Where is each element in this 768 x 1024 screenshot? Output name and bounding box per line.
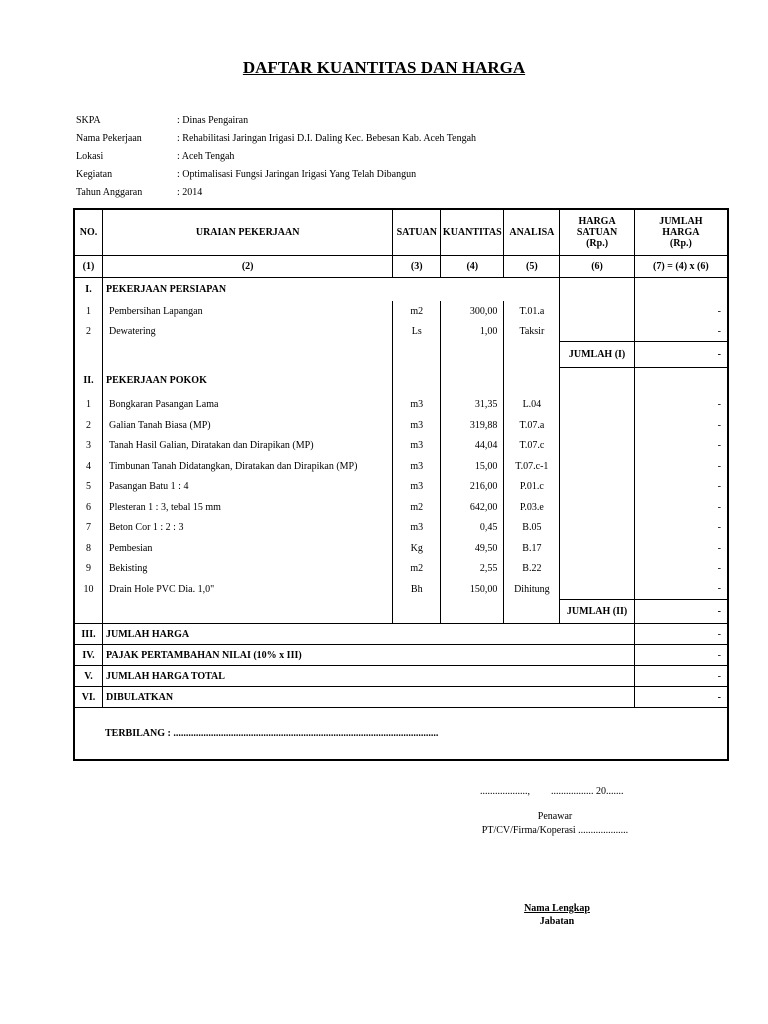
item-analisa: Dihitung — [504, 579, 560, 600]
item-kuantitas: 2,55 — [441, 559, 504, 579]
item-kuantitas: 216,00 — [441, 477, 504, 497]
colnum: (6) — [560, 255, 634, 277]
item-harga-satuan — [560, 497, 634, 518]
item-harga-satuan — [560, 579, 634, 600]
item-kuantitas: 642,00 — [441, 497, 504, 518]
terbilang-text: TERBILANG : .......................................................................................................... — [74, 708, 728, 760]
item-analisa: P.03.e — [504, 497, 560, 518]
table-row — [74, 497, 728, 518]
item-jumlah: - — [717, 419, 721, 431]
item-kuantitas: 1,00 — [441, 321, 504, 342]
item-kuantitas: 49,50 — [441, 538, 504, 559]
item-uraian: Bongkaran Pasangan Lama — [103, 394, 393, 415]
subtotal-value: - — [634, 600, 728, 624]
empty-cell — [441, 342, 504, 368]
section-heading — [74, 368, 728, 394]
item-analisa: B.05 — [504, 518, 560, 538]
empty-cell — [393, 342, 441, 368]
header-kuantitas: KUANTITAS — [441, 209, 504, 255]
section-title: PEKERJAAN PERSIAPAN — [103, 277, 560, 301]
item-jumlah: - — [717, 440, 721, 451]
empty-cell — [74, 600, 103, 624]
item-no: 3 — [74, 436, 103, 456]
column-numbers — [74, 255, 728, 277]
item-uraian: Pembesian — [103, 538, 393, 559]
summary-number: V. — [74, 666, 103, 687]
item-satuan: m2 — [393, 559, 441, 579]
item-jumlah: - — [717, 501, 721, 513]
section-number: II. — [74, 368, 103, 394]
subtotal-value: - — [634, 342, 728, 368]
empty-cell — [504, 368, 560, 394]
table-row — [74, 579, 728, 600]
info-label: Nama Pekerjaan — [76, 133, 142, 144]
item-harga-satuan — [560, 394, 634, 415]
header-harga-satuan — [560, 209, 634, 255]
subtotal-row — [74, 600, 728, 624]
item-no: 6 — [74, 497, 103, 518]
empty-cell — [441, 368, 504, 394]
section-title: PEKERJAAN POKOK — [103, 368, 393, 394]
empty-cell — [504, 342, 560, 368]
empty-cell — [103, 342, 393, 368]
table-row — [74, 415, 728, 436]
item-analisa: T.07.c-1 — [504, 456, 560, 477]
item-analisa: T.01.a — [504, 301, 560, 321]
header-analisa: ANALISA — [504, 209, 560, 255]
item-no: 1 — [74, 394, 103, 415]
item-harga-satuan — [560, 538, 634, 559]
info-value: : Optimalisasi Fungsi Jaringan Irigasi Yang Telah Dibangun — [177, 169, 417, 180]
item-kuantitas: 300,00 — [441, 301, 504, 321]
section-number: I. — [74, 277, 103, 301]
subtotal-label: JUMLAH (II) — [560, 600, 634, 624]
header-text: HARGA — [578, 215, 616, 227]
summary-number: III. — [74, 624, 103, 645]
info-value: : Aceh Tengah — [177, 151, 235, 162]
item-uraian: Tanah Hasil Galian, Diratakan dan Dirapikan (MP) — [103, 436, 393, 456]
summary-row — [74, 666, 728, 687]
item-analisa: L.04 — [504, 394, 560, 415]
item-no: 4 — [74, 456, 103, 477]
summary-row — [74, 645, 728, 666]
empty-cell — [560, 368, 634, 394]
header-no: NO. — [74, 209, 103, 255]
header-text: HARGA — [662, 226, 700, 238]
item-satuan: m3 — [393, 456, 441, 477]
summary-value: - — [634, 645, 728, 666]
item-no: 2 — [74, 415, 103, 436]
header-jumlah-harga — [634, 209, 728, 255]
item-analisa: T.07.c — [504, 436, 560, 456]
item-harga-satuan — [560, 559, 634, 579]
info-label: SKPA — [76, 115, 101, 126]
info-value: : 2014 — [177, 187, 203, 198]
header-uraian: URAIAN PEKERJAAN — [103, 209, 393, 255]
info-label: Lokasi — [76, 151, 104, 162]
item-no: 2 — [74, 321, 103, 342]
summary-value: - — [634, 624, 728, 645]
item-kuantitas: 319,88 — [441, 415, 504, 436]
date-text: ................. 20....... — [551, 786, 624, 797]
table-row — [74, 456, 728, 477]
item-jumlah: - — [717, 460, 721, 472]
summary-label: JUMLAH HARGA TOTAL — [103, 666, 635, 687]
item-no: 7 — [74, 518, 103, 538]
item-uraian: Pembersihan Lapangan — [103, 301, 393, 321]
summary-value: - — [634, 666, 728, 687]
item-harga-satuan — [560, 415, 634, 436]
item-analisa: P.01.c — [504, 477, 560, 497]
item-harga-satuan — [560, 321, 634, 342]
item-kuantitas: 15,00 — [441, 456, 504, 477]
item-uraian: Plesteran 1 : 3, tebal 15 mm — [103, 497, 393, 518]
item-kuantitas: 44,04 — [441, 436, 504, 456]
item-harga-satuan — [560, 477, 634, 497]
empty-cell — [74, 342, 103, 368]
colnum: (2) — [103, 255, 393, 277]
item-satuan: m3 — [393, 477, 441, 497]
item-satuan: Bh — [393, 579, 441, 600]
table-row — [74, 394, 728, 415]
document-title: DAFTAR KUANTITAS DAN HARGA — [242, 58, 526, 77]
signer-position: Jabatan — [539, 916, 575, 927]
item-satuan: m3 — [393, 518, 441, 538]
item-analisa: B.17 — [504, 538, 560, 559]
penawar-label: Penawar — [537, 811, 573, 822]
empty-cell — [634, 277, 728, 301]
item-uraian: Galian Tanah Biasa (MP) — [103, 415, 393, 436]
empty-cell — [560, 277, 634, 301]
table-row — [74, 477, 728, 497]
item-kuantitas: 0,45 — [441, 518, 504, 538]
empty-cell — [634, 368, 728, 394]
item-satuan: Ls — [393, 321, 441, 342]
terbilang-row — [74, 708, 728, 760]
item-jumlah: - — [717, 481, 721, 492]
info-label: Tahun Anggaran — [76, 187, 143, 198]
colnum: (4) — [441, 255, 504, 277]
table-row — [74, 559, 728, 579]
place-date — [480, 786, 624, 797]
place-text: ..................., — [480, 786, 530, 797]
item-jumlah: - — [717, 542, 721, 554]
item-uraian: Beton Cor 1 : 2 : 3 — [103, 518, 393, 538]
item-satuan: Kg — [393, 538, 441, 559]
colnum: (5) — [504, 255, 560, 277]
item-analisa: T.07.a — [504, 415, 560, 436]
table-row — [74, 538, 728, 559]
item-analisa: Taksir — [504, 321, 560, 342]
signer-name: Nama Lengkap — [524, 903, 590, 914]
item-harga-satuan — [560, 456, 634, 477]
summary-value: - — [634, 687, 728, 708]
colnum: (7) = (4) x (6) — [634, 255, 728, 277]
empty-cell — [393, 368, 441, 394]
summary-label: JUMLAH HARGA — [103, 624, 635, 645]
header-text: (Rp.) — [669, 237, 692, 249]
header-text: JUMLAH — [659, 215, 703, 227]
summary-number: IV. — [74, 645, 103, 666]
item-jumlah: - — [717, 398, 721, 410]
colnum: (1) — [74, 255, 103, 277]
item-analisa: B.22 — [504, 559, 560, 579]
info-label: Kegiatan — [76, 169, 113, 180]
company-label: PT/CV/Firma/Koperasi .................... — [481, 825, 629, 836]
item-uraian: Bekisting — [103, 559, 393, 579]
header-text: SATUAN — [576, 226, 618, 238]
empty-cell — [441, 600, 504, 624]
colnum: (3) — [393, 255, 441, 277]
item-jumlah: - — [717, 325, 721, 337]
table-row — [74, 301, 728, 321]
item-jumlah: - — [717, 522, 721, 533]
header-text: (Rp.) — [586, 237, 609, 249]
item-satuan: m3 — [393, 436, 441, 456]
header-satuan: SATUAN — [393, 209, 441, 255]
item-satuan: m3 — [393, 415, 441, 436]
item-no: 8 — [74, 538, 103, 559]
item-no: 9 — [74, 559, 103, 579]
item-kuantitas: 31,35 — [441, 394, 504, 415]
empty-cell — [103, 600, 393, 624]
summary-label: DIBULATKAN — [103, 687, 635, 708]
empty-cell — [504, 600, 560, 624]
table-header — [74, 209, 728, 255]
info-value: : Rehabilitasi Jaringan Irigasi D.I. Daling Kec. Bebesan Kab. Aceh Tengah — [177, 133, 477, 144]
item-harga-satuan — [560, 518, 634, 538]
item-kuantitas: 150,00 — [441, 579, 504, 600]
section-heading — [74, 277, 728, 301]
item-satuan: m3 — [393, 394, 441, 415]
info-value: : Dinas Pengairan — [177, 115, 249, 126]
item-uraian: Dewatering — [103, 321, 393, 342]
table-row — [74, 436, 728, 456]
subtotal-label: JUMLAH (I) — [560, 342, 634, 368]
item-uraian: Drain Hole PVC Dia. 1,0" — [103, 579, 393, 600]
item-harga-satuan — [560, 436, 634, 456]
item-satuan: m2 — [393, 497, 441, 518]
item-no: 10 — [74, 579, 103, 600]
summary-row — [74, 624, 728, 645]
item-jumlah: - — [717, 563, 721, 574]
item-uraian: Pasangan Batu 1 : 4 — [103, 477, 393, 497]
table-row — [74, 518, 728, 538]
summary-label: PAJAK PERTAMBAHAN NILAI (10% x III) — [103, 645, 635, 666]
boq-table — [73, 208, 729, 761]
item-no: 5 — [74, 477, 103, 497]
empty-cell — [393, 600, 441, 624]
summary-number: VI. — [74, 687, 103, 708]
item-uraian: Timbunan Tanah Didatangkan, Diratakan dan Dirapikan (MP) — [103, 456, 393, 477]
item-jumlah: - — [717, 583, 721, 595]
subtotal-row — [74, 342, 728, 368]
item-no: 1 — [74, 301, 103, 321]
table-row — [74, 321, 728, 342]
item-jumlah: - — [717, 305, 721, 317]
item-harga-satuan — [560, 301, 634, 321]
summary-row — [74, 687, 728, 708]
item-satuan: m2 — [393, 301, 441, 321]
